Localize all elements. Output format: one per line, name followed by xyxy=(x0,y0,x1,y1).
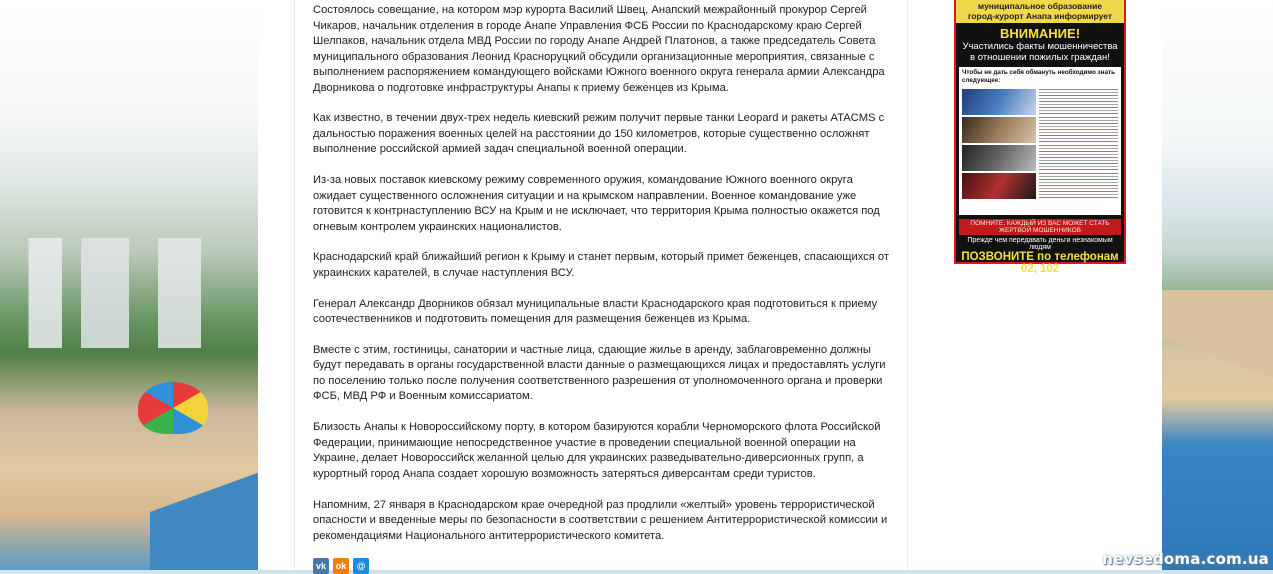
banner-photo xyxy=(962,117,1036,143)
article-paragraph: Вместе с этим, гостиницы, санатории и частные лица, сдающие жилье в аренду, заблаговременно должны будут передавать в органы государственной власти данные о размещающихся лицах и предоставлять услуги по поселению только после получения соответственного разрешения от уполномоченного органа и проверки ФСБ, МВД РФ и Военным комиссариатом. xyxy=(313,343,886,403)
banner-header xyxy=(956,0,1124,23)
article-paragraph: Близость Анапы к Новороссийскому порту, в котором базируются корабли Черноморского флота Российской Федерации, принимающие непосредственное участие в проведении специальной военной операции на Украине, делает Новороссийск желанной целью для украинских разведывательно-диверсионных групп, а курортный город Анапа создает хорошую возможность затеряться диверсантам среди туристов. xyxy=(313,421,881,480)
article-paragraph: Из-за новых поставок киевскому режиму современного оружия, командование Южного военного округа ожидает существенного осложнения ситуации и на крымском направлении. Военное командование уже готовится к контрнаступлению ВСУ на Крым и не исключает, что территория Крыма полностью окажется под огневым контролем украинских националистов. xyxy=(313,174,880,233)
article-paragraph: Состоялось совещание, на котором мэр курорта Василий Швец, Анапский межрайонный прокурор Сергей Чикаров, начальник отделения в городе Анапе Управления ФСБ России по Краснодарскому краю Сергей Шелпаков, начальник отдела МВД России по городу Анапе Андрей Платонов, а также председатель Совета муниципального образования Леонид Красноруцкий обсудили организационные мероприятия, связанные с выполнением распоряжением командующего войсками Южного военного округа генерала армии Александра Дворникова о подготовке инфраструктуры Анапы к приему беженцев из Крыма. xyxy=(313,4,885,94)
banner-tip-row xyxy=(962,117,1118,143)
article-column xyxy=(294,0,908,570)
mailru-share-button[interactable]: @ xyxy=(353,558,369,574)
parasail-canopy xyxy=(138,382,208,434)
banner-tip-text xyxy=(1039,89,1118,115)
article-paragraph: Как известно, в течении двух-трех недель киевский режим получит первые танки Leopard и ракеты ATACMS с дальностью поражения военных целей на расстоянии до 150 километров, которые существенно осложнят выполнение российской армией задач специальной военной операции. xyxy=(313,112,885,156)
sea-water xyxy=(150,470,260,570)
banner-header-line1: муниципальное образование xyxy=(977,1,1103,11)
background-left-resort-photo xyxy=(0,0,260,570)
banner-subtitle-line1: Участились факты мошенничества xyxy=(962,41,1118,52)
banner-header-line2: город-курорт Анапа информирует xyxy=(967,11,1113,21)
banner-before-line: Прежде чем передавать деньги незнакомым людям xyxy=(967,237,1113,251)
banner-call-line: ПОЗВОНИТЕ по телефонам 02, 102 xyxy=(961,251,1119,275)
banner-remember-line: ПОМНИТЕ, КАЖДЫЙ ИЗ ВАС МОЖЕТ СТАТЬ ЖЕРТВОЙ МОШЕННИКОВ xyxy=(959,219,1121,235)
banner-photo xyxy=(962,173,1036,199)
banner-tip-row xyxy=(962,173,1118,199)
background-right-resort-photo xyxy=(1162,0,1273,570)
banner-subtitle xyxy=(956,41,1124,63)
vk-share-button[interactable]: vk xyxy=(313,558,329,574)
share-buttons xyxy=(313,558,369,574)
article-paragraph: Напомним, 27 января в Краснодарском крае очередной раз продлили «желтый» уровень террористической опасности и введенные меры по безопасности в соответствии с решением Антитеррористической комиссии и рекомендациями Национального антитеррористического комитета. xyxy=(313,498,888,542)
banner-tip-row xyxy=(962,89,1118,115)
site-watermark: nevsedoma.com.ua xyxy=(1102,550,1269,568)
banner-hint: Чтобы не дать себя обмануть необходимо знать следующее: xyxy=(962,69,1115,84)
hotel-buildings xyxy=(14,238,254,348)
banner-subtitle-line2: в отношении пожилых граждан! xyxy=(970,52,1110,63)
fraud-warning-banner[interactable] xyxy=(954,0,1126,283)
banner-tip-row xyxy=(962,145,1118,171)
page-container xyxy=(258,0,1162,570)
banner-warning-title: ВНИМАНИЕ! xyxy=(999,26,1081,41)
beach-area xyxy=(1162,290,1273,410)
article-paragraph: Генерал Александр Дворников обязал муниципальные власти Краснодарского края подготовиться к приему соотечественников и подготовить помещения для размещения беженцев из Крыма. xyxy=(313,297,878,326)
banner-police-line: или своему участковому уполномоченному полиции xyxy=(961,276,1119,283)
odnoklassniki-share-button[interactable]: ok xyxy=(333,558,349,574)
banner-info-panel xyxy=(959,67,1121,215)
banner-photo xyxy=(962,89,1036,115)
banner-tip-text xyxy=(1039,173,1118,199)
banner-tip-text xyxy=(1039,145,1118,171)
banner-photo xyxy=(962,145,1036,171)
article-paragraph: Краснодарский край ближайший регион к Крыму и станет первым, который примет беженцев, спасающихся от украинских карателей, в случае наступления ВСУ. xyxy=(313,251,890,279)
article-content xyxy=(313,3,893,559)
banner-tip-text xyxy=(1039,117,1118,143)
